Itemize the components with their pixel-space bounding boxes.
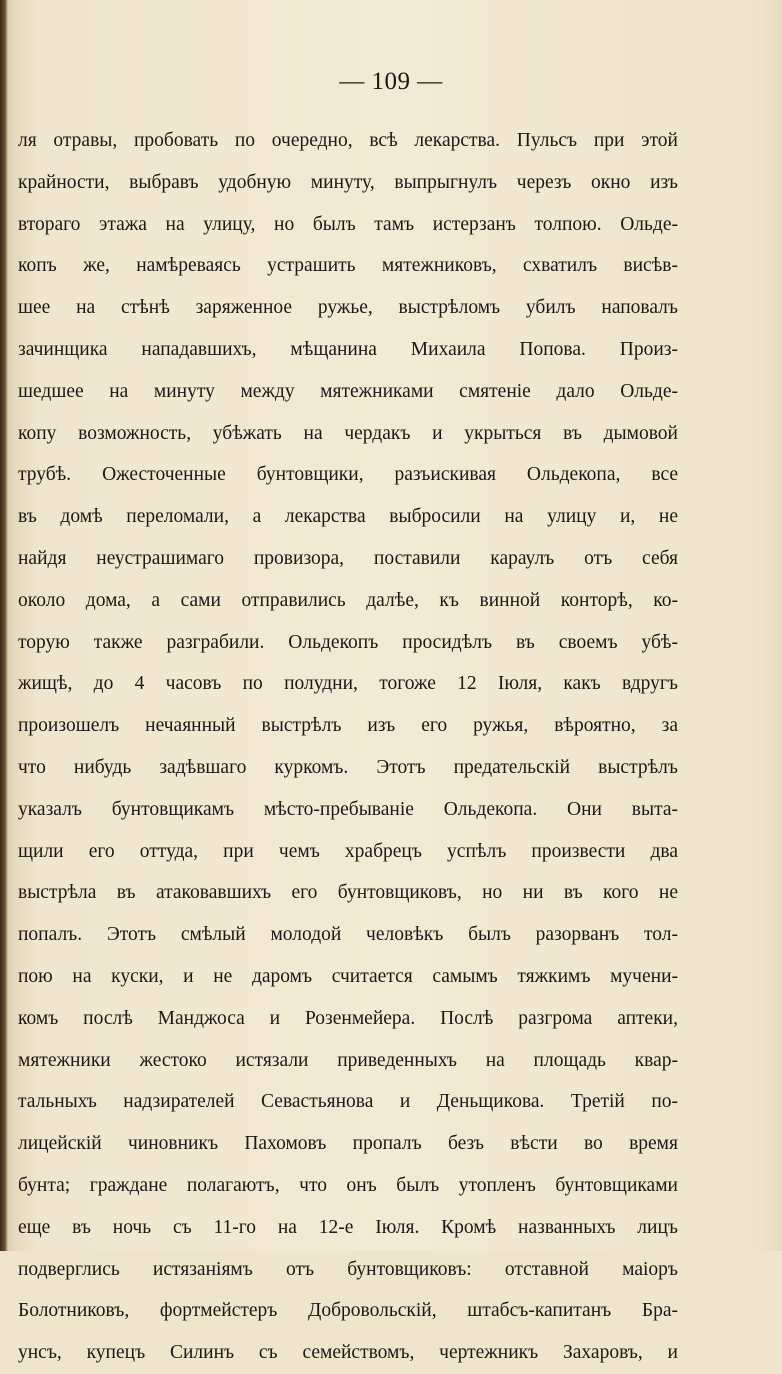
text-line: подверглись истязаніямъ отъ бунтовщиковъ: отставной маіоръ	[18, 1258, 678, 1280]
text-line: комъ послѣ Манджоса и Розенмейера. Послѣ разгрома аптеки,	[18, 1007, 678, 1029]
text-line: еще въ ночь съ 11-го на 12-е Іюля. Кромѣ названныхъ лицъ	[18, 1216, 678, 1238]
text-line: копу возможность, убѣжать на чердакъ и укрыться въ дымовой	[18, 422, 678, 444]
text-line: втораго этажа на улицу, но былъ тамъ истерзанъ толпою. Ольде-	[18, 213, 678, 235]
text-line: пою на куски, и не даромъ считается самымъ тяжкимъ мучени-	[18, 965, 678, 987]
text-body	[18, 120, 678, 1374]
text-line: Болотниковъ, фортмейстеръ Добровольскій, штабсъ-капитанъ Бра-	[18, 1300, 678, 1322]
text-line: около дома, а сами отправились далѣе, къ винной конторѣ, ко-	[18, 589, 678, 611]
text-line: зачинщика нападавшихъ, мѣщанина Михаила Попова. Произ-	[18, 338, 678, 360]
text-line: бунта; граждане полагаютъ, что онъ былъ утопленъ бунтовщиками	[18, 1174, 678, 1196]
text-line: шедшее на минуту между мятежниками смятеніе дало Ольде-	[18, 380, 678, 402]
text-line: копъ же, намѣреваясь устрашить мятежниковъ, схватилъ висѣв-	[18, 255, 678, 277]
text-line: трубѣ. Ожесточенные бунтовщики, разъискивая Ольдекопа, все	[18, 464, 678, 486]
text-line: тальныхъ надзирателей Севастьянова и Деньщикова. Третій по-	[18, 1091, 678, 1113]
text-line: попалъ. Этотъ смѣлый молодой человѣкъ былъ разорванъ тол-	[18, 924, 678, 946]
text-line: произошелъ нечаянный выстрѣлъ изъ его ружья, вѣроятно, за	[18, 715, 678, 737]
book-spine-edge	[0, 0, 8, 1251]
text-line: найдя неустрашимаго провизора, поставили караулъ отъ себя	[18, 547, 678, 569]
text-line: лицейскій чиновникъ Пахомовъ пропалъ безъ вѣсти во время	[18, 1133, 678, 1155]
text-line: въ домѣ переломали, а лекарства выбросили на улицу и, не	[18, 506, 678, 528]
text-line: что нибудь задѣвшаго куркомъ. Этотъ предательскій выстрѣлъ	[18, 756, 678, 778]
text-line: унсъ, купецъ Силинъ съ семействомъ, чертежникъ Захаровъ, и	[18, 1342, 678, 1364]
text-line: мятежники жестоко истязали приведенныхъ на площадь квар-	[18, 1049, 678, 1071]
page-number: — 109 —	[339, 68, 443, 95]
text-line: шее на стѣнѣ заряженное ружье, выстрѣломъ убилъ наповалъ	[18, 297, 678, 319]
text-line: выстрѣла въ атаковавшихъ его бунтовщиковъ, но ни въ кого не	[18, 882, 678, 904]
text-line: крайности, выбравъ удобную минуту, выпрыгнулъ черезъ окно изъ	[18, 171, 678, 193]
text-line: указалъ бунтовщикамъ мѣсто-пребываніе Ольдекопа. Они выта-	[18, 798, 678, 820]
text-line: жищѣ, до 4 часовъ по полудни, тогоже 12 Іюля, какъ вдругъ	[18, 673, 678, 695]
text-line: ля отравы, пробовать по очередно, всѣ лекарства. Пульсъ при этой	[18, 130, 678, 151]
text-line: щили его оттуда, при чемъ храбрецъ успѣлъ произвести два	[18, 840, 678, 862]
text-line: торую также разграбили. Ольдекопъ просидѣлъ въ своемъ убѣ-	[18, 631, 678, 653]
